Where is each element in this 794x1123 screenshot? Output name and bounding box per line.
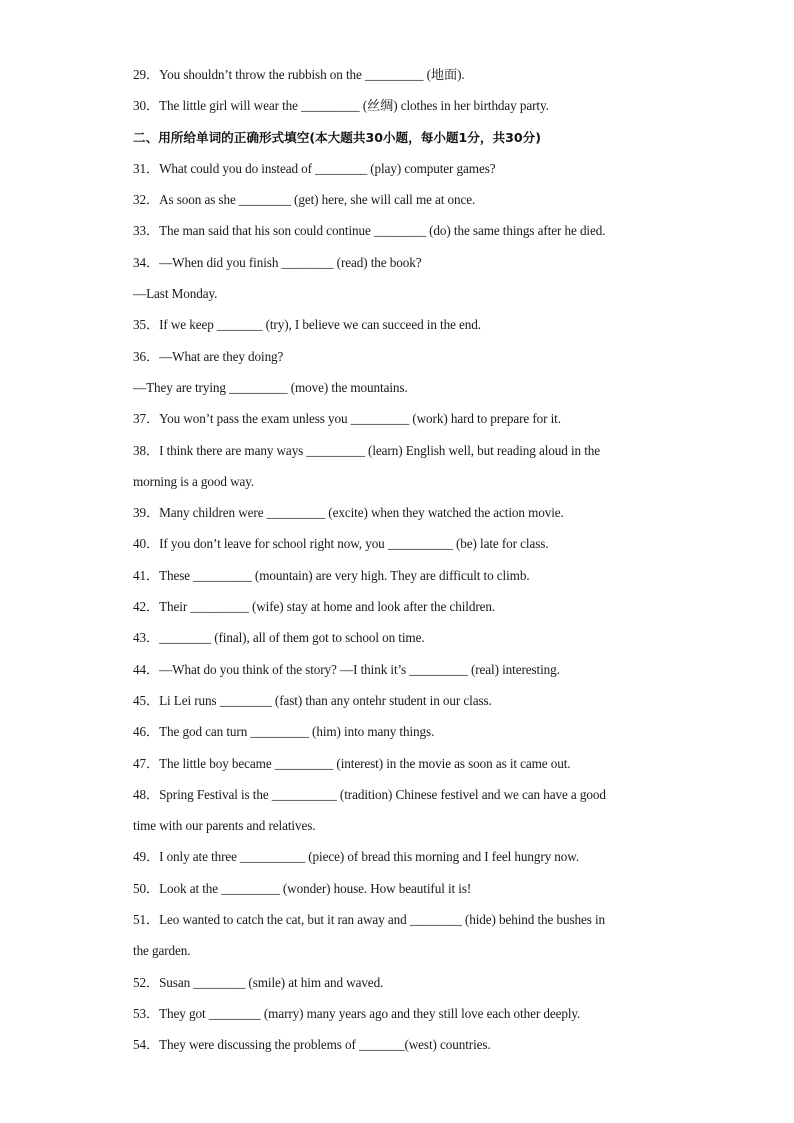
exercise-line: 34．—When did you finish ________ (read) the book?: [133, 254, 422, 270]
exercise-line: 29．You shouldn’t throw the rubbish on the _________ (地面).: [133, 67, 465, 82]
exercise-line: 41．These _________ (mountain) are very high. They are difficult to climb.: [133, 567, 530, 583]
exercise-line: 37．You won’t pass the exam unless you _________ (work) hard to prepare for it.: [133, 411, 561, 427]
exercise-line: —Last Monday.: [133, 286, 218, 302]
exercise-line: 42．Their _________ (wife) stay at home and look after the children.: [133, 599, 496, 615]
exercise-line: 47．The little boy became _________ (interest) in the movie as soon as it came out.: [133, 755, 571, 771]
exercise-line: 30．The little girl will wear the _________ (丝绸) clothes in her birthday party.: [133, 98, 549, 114]
exercise-line: 39．Many children were _________ (excite) when they watched the action movie.: [133, 505, 564, 521]
exercise-line: 43．________ (final), all of them got to school on time.: [133, 630, 425, 646]
exercise-line: 40．If you don’t leave for school right now, you __________ (be) late for class.: [133, 536, 549, 552]
exercise-line: 45．Li Lei runs ________ (fast) than any ontehr student in our class.: [133, 692, 492, 708]
exercise-line: 49．I only ate three __________ (piece) of bread this morning and I feel hungry now.: [133, 849, 580, 865]
exercise-line: 48．Spring Festival is the __________ (tradition) Chinese festivel and we can have a good: [133, 786, 606, 802]
exercise-line: 50．Look at the _________ (wonder) house. How beautiful it is!: [133, 880, 472, 896]
exercise-line: time with our parents and relatives.: [133, 818, 316, 834]
exercise-line: 32．As soon as she ________ (get) here, she will call me at once.: [133, 192, 476, 208]
exercise-line: 44．—What do you think of the story? —I think it’s _________ (real) interesting.: [133, 661, 560, 677]
exercise-line: 53．They got ________ (marry) many years ago and they still love each other deeply.: [133, 1005, 581, 1021]
exercise-line: 33．The man said that his son could continue ________ (do) the same things after he died.: [133, 223, 606, 239]
exercise-line: 38．I think there are many ways _________ (learn) English well, but reading aloud in the: [133, 442, 601, 458]
exercise-line: 35．If we keep _______ (try), I believe we can succeed in the end.: [133, 317, 481, 333]
exercise-lines: [133, 64, 653, 1066]
section-heading: 二、用所给单词的正确形式填空(本大题共30小题，每小题1分，共30分): [133, 129, 541, 145]
exercise-line: 31．What could you do instead of ________ (play) computer games?: [133, 160, 496, 176]
exercise-line: the garden.: [133, 943, 191, 959]
exercise-line: 51．Leo wanted to catch the cat, but it ran away and ________ (hide) behind the bushes in: [133, 912, 606, 928]
exercise-line: 46．The god can turn _________ (him) into many things.: [133, 724, 435, 740]
exercise-line: 54．They were discussing the problems of _______(west) countries.: [133, 1037, 491, 1053]
exercise-line: —They are trying _________ (move) the mountains.: [133, 379, 408, 395]
exercise-line: morning is a good way.: [133, 473, 255, 489]
exercise-line: 52．Susan ________ (smile) at him and waved.: [133, 974, 384, 990]
exercise-line: 36．—What are they doing?: [133, 348, 284, 364]
